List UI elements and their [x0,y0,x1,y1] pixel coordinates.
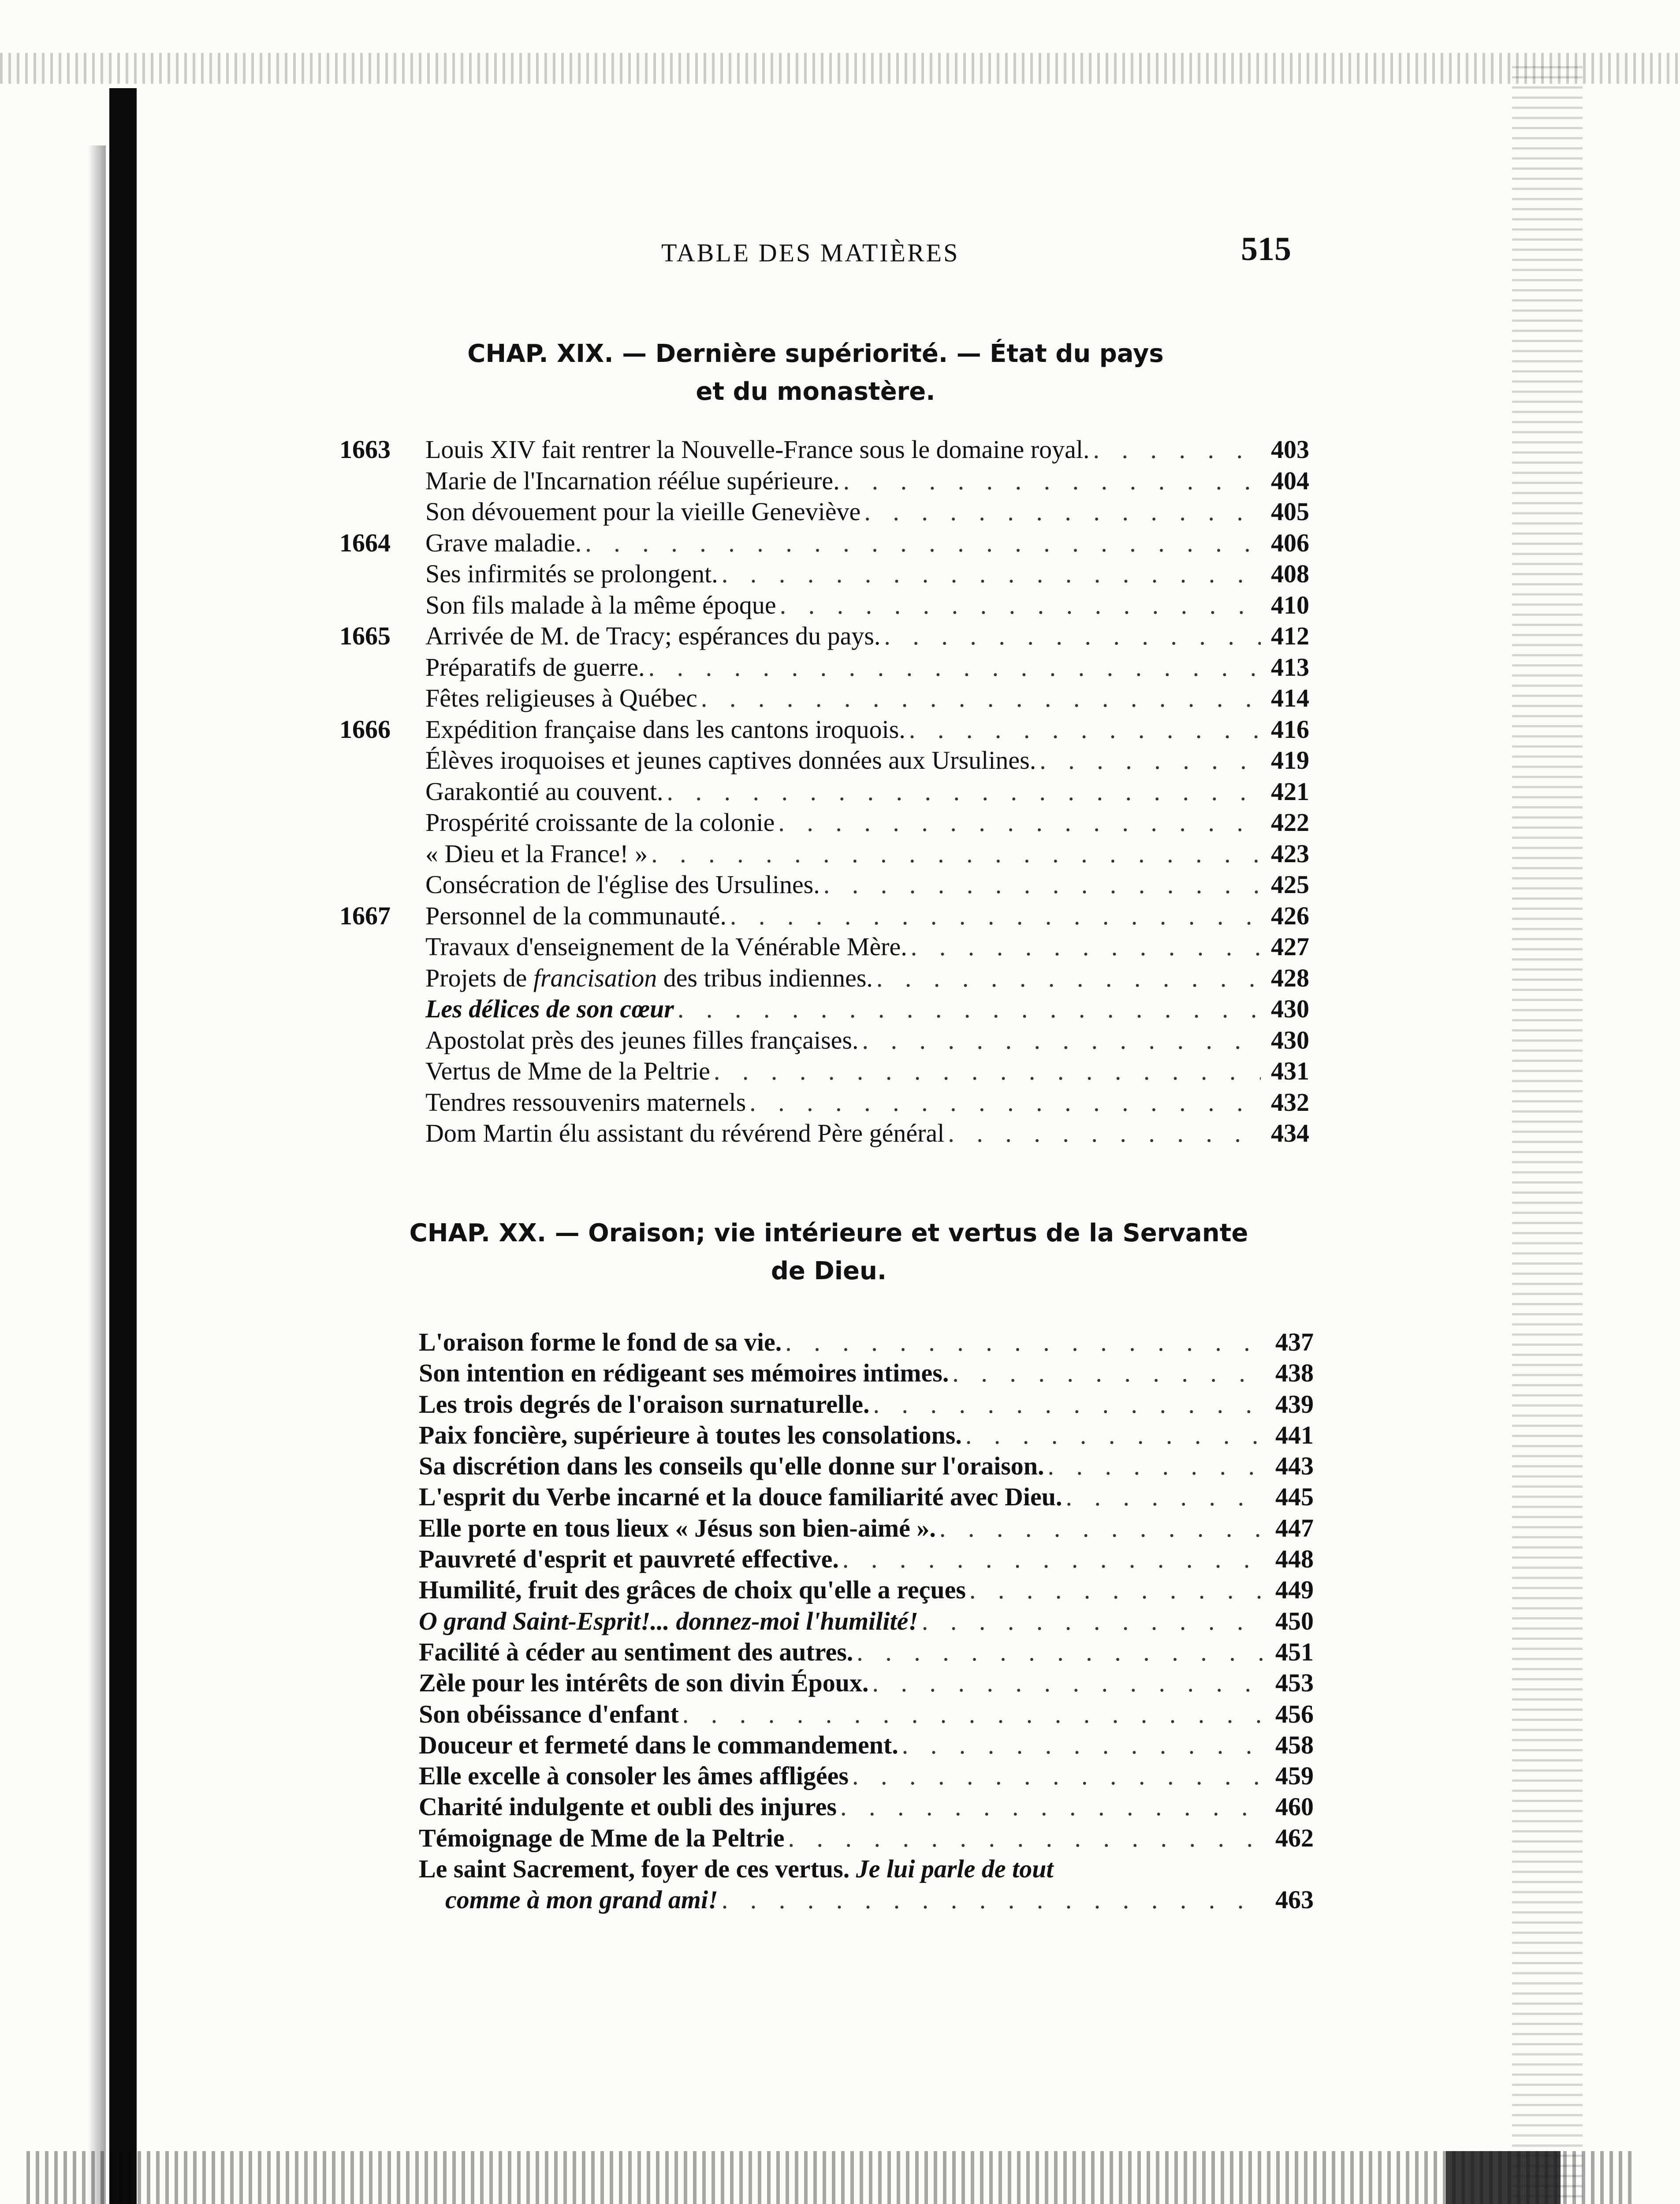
toc-entry [419,1327,1314,1358]
toc-title-italic: Les délices de son cœur [425,994,674,1023]
chapter-19-heading-line2: et du monastère. [696,377,935,406]
toc-entry [339,1087,1309,1118]
toc-entry [339,683,1309,714]
toc-title: Zèle pour les intérêts de son divin Époux. [419,1668,869,1698]
toc-entry [339,745,1309,776]
toc-title [425,963,876,994]
dot-leader [701,683,1261,714]
toc-title: Marie de l'Incarnation réélue supérieure. [425,466,840,495]
toc-entry [419,1606,1314,1637]
toc-title-italic: francisation [533,963,657,992]
toc-entry [339,1118,1309,1149]
toc-page: 422 [1271,808,1309,837]
dot-leader [872,1668,1266,1698]
toc-title: Son intention en rédigeant ses mémoires intimes. [419,1359,949,1388]
toc-title: Consécration de l'église des Ursulines. [425,870,820,899]
toc-title: Son fils malade à la même époque [425,590,776,619]
dot-leader [902,1730,1265,1761]
toc-page: 426 [1271,901,1309,930]
toc-page: 458 [1275,1730,1314,1759]
toc-title: Louis XIV fait rentrer la Nouvelle-France sous le domaine royal. [425,435,1090,464]
dot-leader [678,994,1261,1025]
chapter-20-heading-line2: de Dieu. [771,1257,887,1285]
toc-page: 413 [1271,652,1309,681]
dot-leader [788,1823,1265,1854]
dot-leader [714,1056,1261,1087]
dot-leader [651,838,1261,870]
toc-entry [419,1544,1314,1575]
dot-leader [922,1606,1265,1637]
toc-page: 447 [1275,1513,1314,1542]
toc-title-part: Projets de [425,963,533,992]
toc-page: 439 [1275,1389,1314,1418]
scan-noise-bottom [26,2151,1635,2204]
toc-title: Arrivée de M. de Tracy; espérances du pays. [425,622,881,650]
toc-page: 441 [1275,1420,1314,1449]
toc-page: 462 [1275,1823,1314,1852]
dot-leader [682,1699,1265,1730]
toc-page: 427 [1271,932,1309,961]
dot-leader [722,1884,1265,1915]
dot-leader [778,807,1261,838]
toc-entry [419,1358,1314,1389]
toc-title-part: des tribus indiennes. [657,963,873,992]
toc-entry [339,901,1309,932]
toc-page: 431 [1271,1057,1309,1085]
toc-entry [339,963,1309,994]
toc-entry [419,1389,1314,1420]
toc-title: Prospérité croissante de la colonie [425,808,775,837]
toc-page: 459 [1275,1761,1314,1791]
dot-leader [909,714,1261,745]
toc-title [419,1854,1057,1884]
dot-leader [1048,1451,1265,1482]
toc-entry [339,496,1309,528]
toc-page: 451 [1275,1637,1314,1666]
toc-page: 414 [1271,684,1309,712]
toc-page: 421 [1271,777,1309,806]
toc-page: 403 [1271,435,1309,464]
toc-page: 453 [1275,1668,1314,1698]
toc-page: 419 [1271,746,1309,774]
page-number: 515 [1241,231,1291,268]
toc-entry [339,714,1309,745]
toc-year: 1667 [339,901,391,930]
toc-title: Dom Martin élu assistant du révérend Père général [425,1119,945,1147]
toc-entry [419,1730,1314,1761]
toc-page: 437 [1275,1328,1314,1356]
dot-leader [857,1637,1265,1668]
binding-shadow [109,88,137,2204]
dot-leader [730,901,1261,932]
toc-title: « Dieu et la France! » [425,839,648,868]
dot-leader [843,465,1261,497]
toc-entry [419,1699,1314,1730]
toc-page: 410 [1271,590,1309,619]
toc-title: Ses infirmités se prolongent. [425,559,718,588]
toc-entry [339,807,1309,838]
dot-leader [749,1087,1261,1118]
toc-title: Élèves iroquoises et jeunes captives données aux Ursulines. [425,746,1036,774]
toc-entry [339,838,1309,870]
toc-page: 456 [1275,1699,1314,1728]
toc-entry [339,994,1309,1025]
toc-entry [339,558,1309,590]
toc-title: Paix foncière, supérieure à toutes les consolations. [419,1420,962,1449]
toc-year: 1663 [339,435,391,464]
toc-entry [419,1482,1314,1512]
toc-entry [339,869,1309,901]
toc-title: Douceur et fermeté dans le commandement. [419,1730,898,1759]
scan-noise-top [0,53,1680,84]
toc-entry [419,1668,1314,1698]
toc-page: 412 [1271,622,1309,650]
toc-title: Expédition française dans les cantons iroquois. [425,715,905,744]
toc-entry [339,1025,1309,1056]
dot-leader [852,1761,1265,1791]
toc-page: 408 [1271,559,1309,588]
toc-year: 1665 [339,622,391,650]
toc-title: L'oraison forme le fond de sa vie. [419,1328,782,1356]
toc-entry [419,1637,1314,1668]
dot-leader [840,1791,1265,1822]
toc-title: Garakontié au couvent. [425,777,663,806]
toc-title-italic: Je lui parle de tout [856,1854,1054,1884]
toc-title: Personnel de la communauté. [425,901,726,930]
toc-page: 423 [1271,839,1309,868]
toc-page: 425 [1271,870,1309,899]
toc-page: 405 [1271,497,1309,526]
toc-title-italic: O grand Saint-Esprit!... donnez-moi l'humilité! [419,1606,918,1635]
toc-page: 460 [1275,1792,1314,1821]
toc-page: 434 [1271,1119,1309,1147]
toc-entry [339,652,1309,683]
dot-leader [780,590,1261,621]
dot-leader [876,963,1261,994]
toc-entry [339,621,1309,652]
dot-leader [862,1025,1261,1056]
dot-leader [1039,745,1261,776]
toc-entry [419,1575,1314,1605]
toc-title: Fêtes religieuses à Québec [425,684,697,712]
toc-page: 443 [1275,1452,1314,1481]
toc-title: Elle excelle à consoler les âmes affligées [419,1761,849,1791]
toc-page: 450 [1275,1606,1314,1635]
toc-title: Vertus de Mme de la Peltrie [425,1057,710,1085]
dot-leader [667,776,1261,808]
chapter-20-toc [419,1327,1314,1916]
toc-entry [419,1854,1314,1884]
toc-title: Humilité, fruit des grâces de choix qu'elle a reçues [419,1575,966,1605]
dot-leader [1065,1482,1265,1512]
dot-leader [873,1389,1265,1420]
toc-entry [419,1420,1314,1451]
dot-leader [1093,434,1261,465]
toc-title: Préparatifs de guerre. [425,652,645,681]
toc-entry [419,1791,1314,1822]
toc-title: Charité indulgente et oubli des injures [419,1792,837,1821]
dot-leader [939,1513,1265,1544]
toc-title: Grave maladie. [425,528,582,557]
dot-leader [864,496,1261,528]
dot-leader [823,869,1261,901]
toc-year: 1666 [339,715,391,744]
dot-leader [722,558,1261,590]
toc-title: Apostolat près des jeunes filles françaises. [425,1025,859,1054]
toc-entry [339,528,1309,559]
dot-leader [842,1544,1265,1575]
toc-title: Son obéissance d'enfant [419,1699,679,1728]
toc-title-part: Le saint Sacrement, foyer de ces vertus. [419,1854,850,1884]
binding-edge [88,145,106,2204]
toc-page: 416 [1271,715,1309,744]
scan-noise-corner [1446,2151,1561,2204]
toc-page: 438 [1275,1359,1314,1388]
toc-title: Témoignage de Mme de la Peltrie [419,1823,785,1852]
toc-entry [419,1761,1314,1791]
toc-page: 432 [1271,1087,1309,1117]
chapter-19-toc [339,434,1309,1149]
toc-title: Elle porte en tous lieux « Jésus son bien-aimé ». [419,1513,936,1542]
scan-noise-right [1512,66,1583,2204]
dot-leader [952,1358,1265,1389]
toc-entry [419,1513,1314,1544]
toc-entry-continuation [419,1884,1314,1915]
dot-leader [965,1420,1265,1451]
toc-entry [419,1451,1314,1482]
toc-page: 463 [1275,1885,1314,1914]
toc-year: 1664 [339,528,391,557]
toc-title: L'esprit du Verbe incarné et la douce familiarité avec Dieu. [419,1482,1062,1512]
toc-title: Tendres ressouvenirs maternels [425,1087,746,1117]
toc-title: Les trois degrés de l'oraison surnaturelle. [419,1389,870,1418]
dot-leader [969,1575,1265,1605]
dot-leader [911,931,1261,963]
toc-page: 449 [1275,1575,1314,1605]
toc-entry [339,931,1309,963]
dot-leader [648,652,1261,683]
toc-page: 448 [1275,1545,1314,1574]
toc-entry [339,776,1309,808]
toc-page: 428 [1271,963,1309,992]
toc-page: 430 [1271,994,1309,1023]
toc-page: 445 [1275,1482,1314,1512]
dot-leader [585,528,1261,559]
chapter-20-heading [344,1214,1314,1290]
toc-title: Son dévouement pour la vieille Geneviève [425,497,861,526]
toc-title: Pauvreté d'esprit et pauvreté effective. [419,1545,839,1574]
chapter-20-heading-line1: CHAP. XX. — Oraison; vie intérieure et vertus de la Servante [409,1219,1248,1247]
running-head: TABLE DES MATIÈRES [661,238,960,267]
toc-page: 430 [1271,1025,1309,1054]
toc-title-italic: comme à mon grand ami! [445,1885,718,1914]
dot-leader [884,621,1261,652]
dot-leader [948,1118,1261,1149]
chapter-19-heading [419,335,1212,411]
toc-page: 404 [1271,466,1309,495]
toc-entry [339,590,1309,621]
toc-page: 406 [1271,528,1309,557]
toc-entry [339,465,1309,497]
toc-title: Facilité à céder au sentiment des autres. [419,1637,853,1666]
toc-title: Travaux d'enseignement de la Vénérable Mère. [425,932,907,961]
toc-entry [419,1823,1314,1854]
chapter-19-heading-line1: CHAP. XIX. — Dernière supériorité. — État du pays [467,339,1164,368]
dot-leader [785,1327,1265,1358]
toc-entry [339,1056,1309,1087]
toc-entry [339,434,1309,465]
toc-title: Sa discrétion dans les conseils qu'elle donne sur l'oraison. [419,1452,1044,1481]
